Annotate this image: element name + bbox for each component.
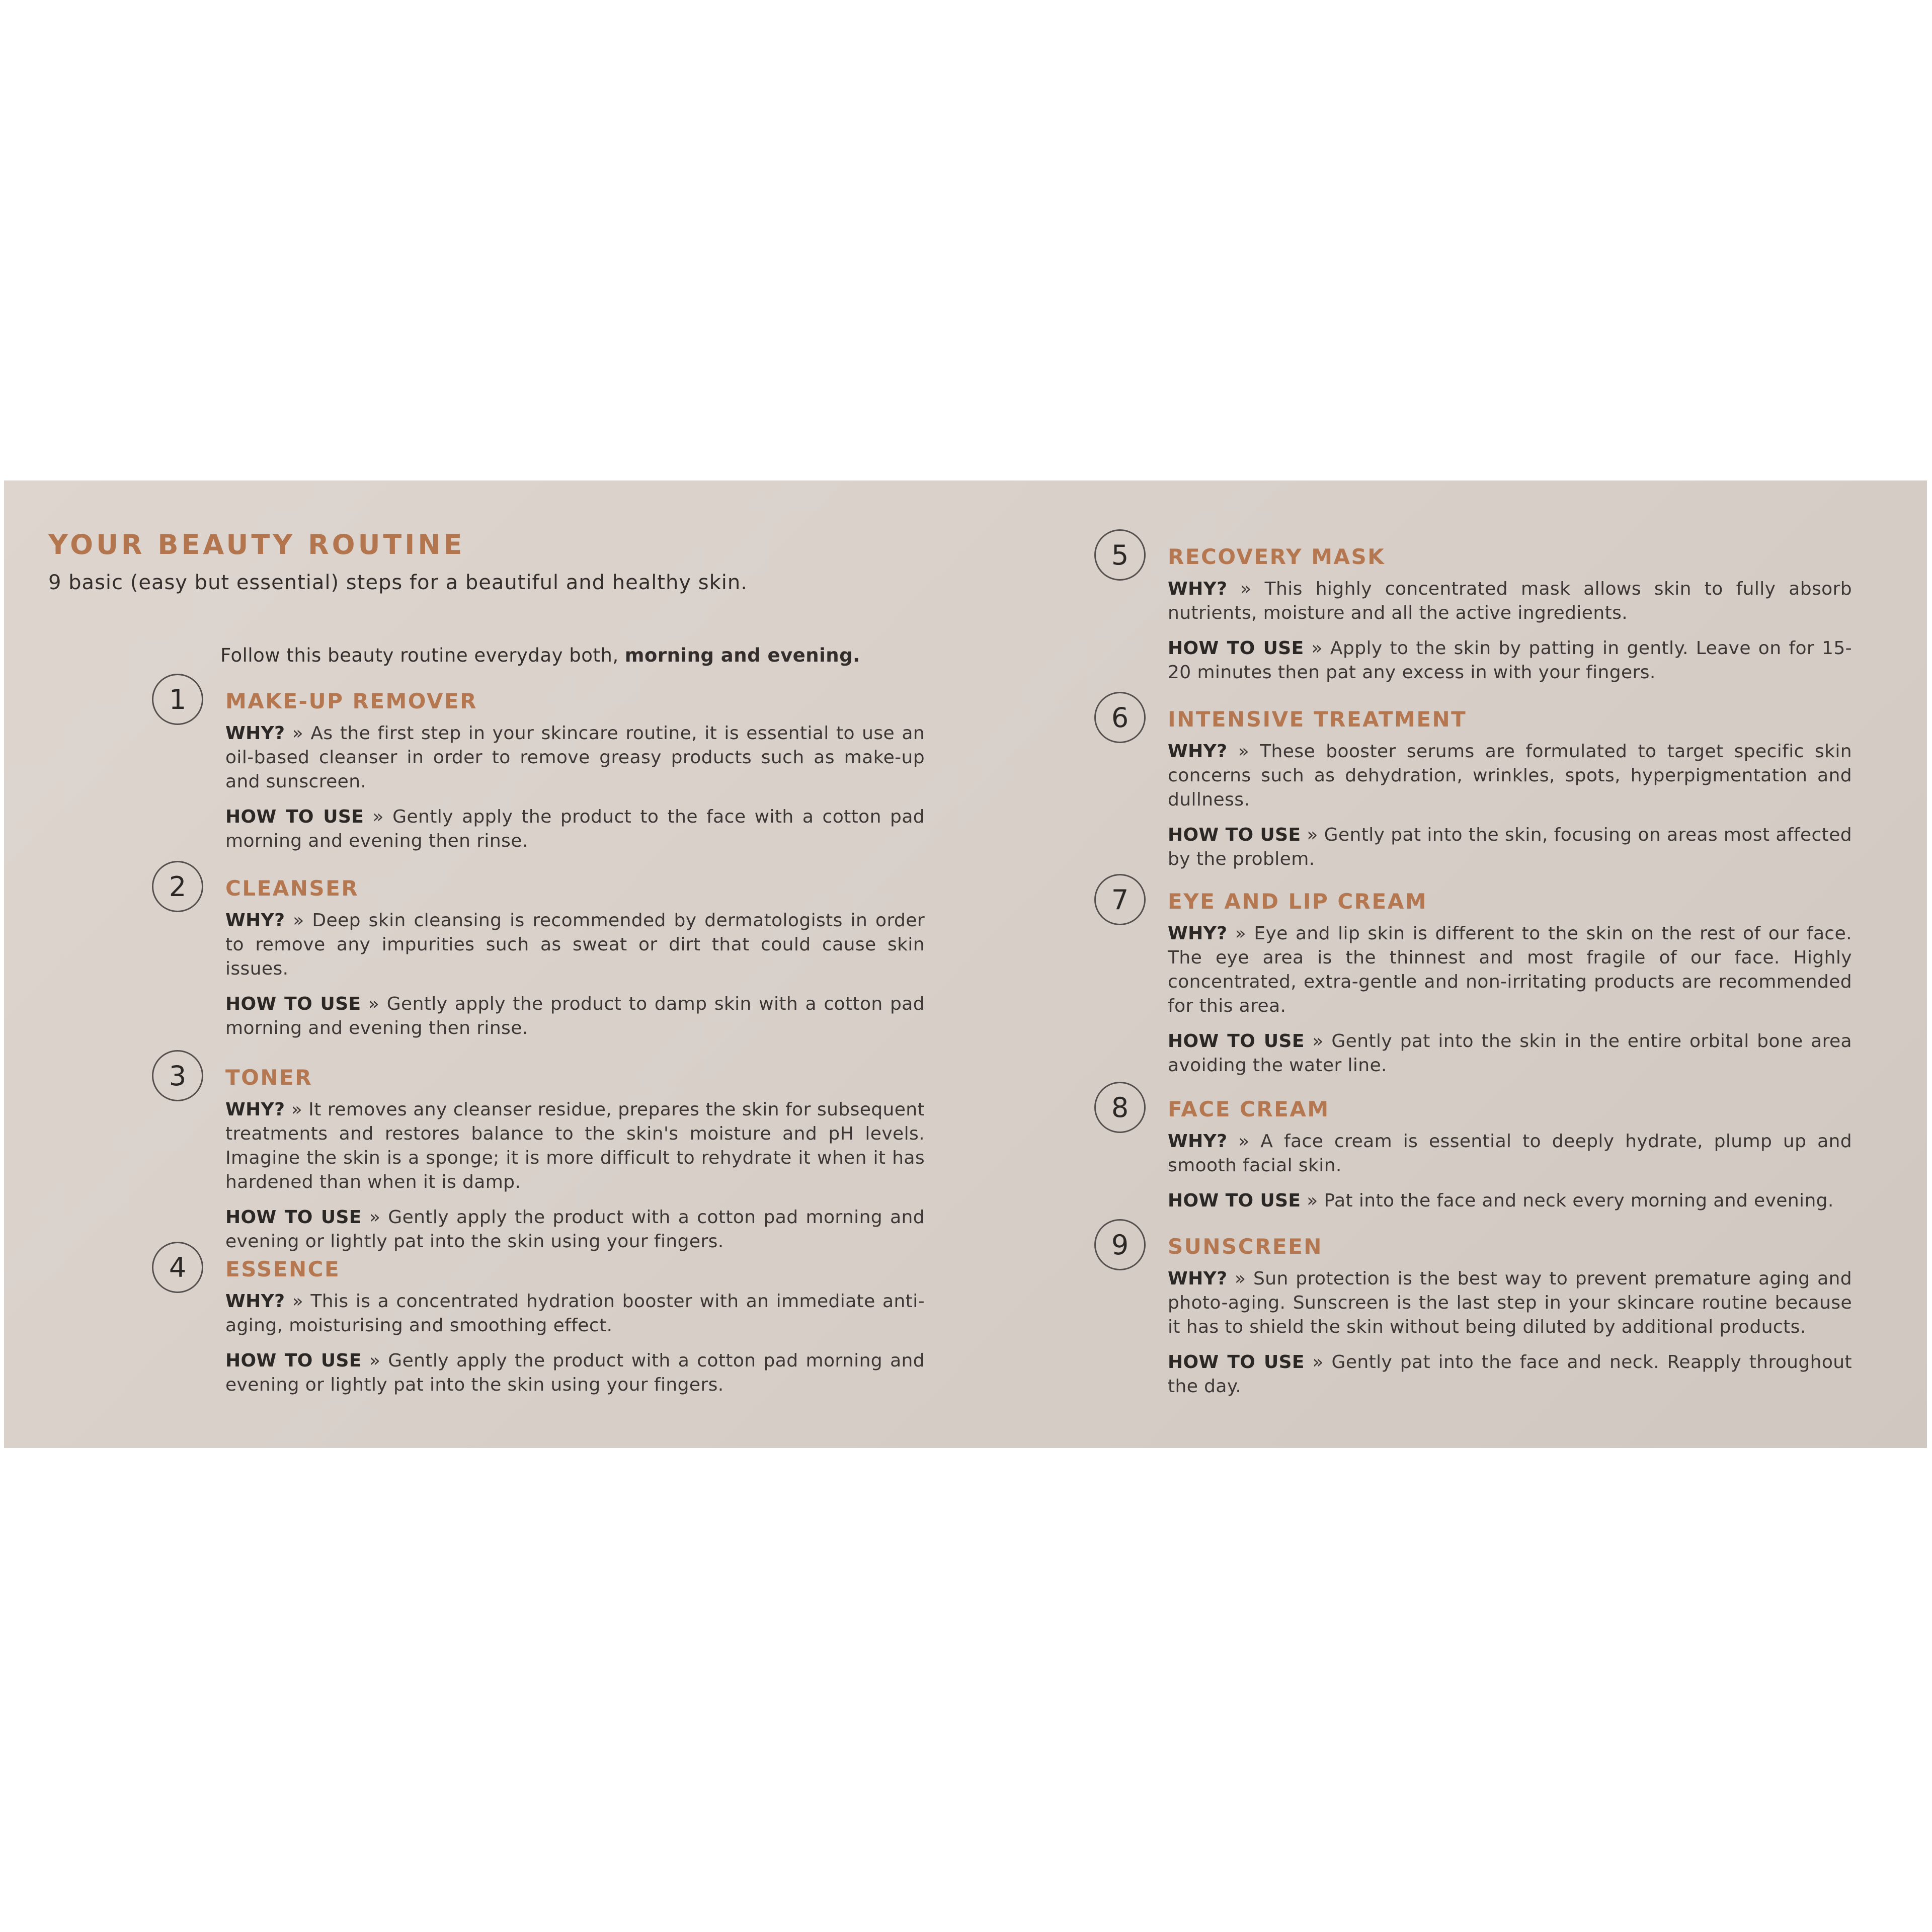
how-text: Pat into the face and neck every morning and evening. (1324, 1190, 1834, 1211)
step (152, 1050, 925, 1265)
beauty-routine-card (4, 480, 1927, 1448)
how-text: Gently apply the product with a cotton pad morning and evening or lightly pat into the skin using your fingers. (225, 1207, 925, 1252)
how-label: HOW TO USE (225, 994, 361, 1014)
why-paragraph (1168, 1130, 1852, 1178)
step-number: 4 (169, 1251, 187, 1283)
how-label: HOW TO USE (225, 1350, 362, 1371)
why-paragraph (1168, 922, 1852, 1018)
step-number-badge (1094, 874, 1146, 925)
step-number-badge (1094, 1219, 1146, 1270)
step-title: CLEANSER (225, 876, 359, 901)
step-number-badge (1094, 529, 1146, 581)
why-label: WHY? (225, 1099, 285, 1120)
how-label: HOW TO USE (225, 1207, 362, 1228)
step-number: 3 (169, 1060, 187, 1092)
step-body (1168, 1097, 1852, 1224)
step-number: 7 (1111, 883, 1129, 916)
guillemet-separator-icon: » (1234, 1268, 1246, 1289)
guillemet-separator-icon: » (1235, 923, 1247, 944)
guillemet-separator-icon: » (292, 1291, 304, 1312)
step-body (1168, 544, 1852, 696)
how-paragraph (1168, 1029, 1852, 1078)
how-label: HOW TO USE (1168, 1352, 1305, 1373)
how-paragraph (225, 805, 925, 853)
why-paragraph (225, 721, 925, 794)
why-label: WHY? (225, 723, 285, 744)
step-number-badge (152, 1050, 203, 1101)
guillemet-separator-icon: » (1240, 579, 1252, 599)
step-title: MAKE-UP REMOVER (225, 689, 477, 713)
why-paragraph (1168, 577, 1852, 625)
step-number-badge (152, 674, 203, 725)
step-number: 9 (1111, 1229, 1129, 1261)
step-title: INTENSIVE TREATMENT (1168, 707, 1467, 732)
step (1094, 529, 1852, 696)
how-text: Gently apply the product to the face with a cotton pad morning and evening then rinse. (225, 807, 925, 851)
step-title: TONER (225, 1065, 313, 1090)
step (152, 1242, 925, 1408)
how-label: HOW TO USE (1168, 825, 1301, 845)
guillemet-separator-icon: » (1238, 741, 1249, 762)
intro-note (220, 645, 860, 666)
step (1094, 692, 1852, 882)
why-text: These booster serums are formulated to target specific skin concerns such as dehydration, wrinkles, spots, hyperpigmentation and dullness. (1168, 741, 1853, 810)
step (152, 861, 925, 1052)
why-label: WHY? (1168, 1268, 1228, 1289)
step-body (1168, 1234, 1852, 1410)
step-body (225, 1257, 925, 1408)
step (1094, 874, 1852, 1089)
intro-text: Follow this beauty routine everyday both, (220, 645, 625, 666)
guillemet-separator-icon: » (372, 807, 384, 827)
step-number: 6 (1111, 701, 1129, 734)
why-label: WHY? (1168, 923, 1228, 944)
guillemet-separator-icon: » (1312, 1352, 1324, 1373)
why-paragraph (1168, 1267, 1852, 1339)
how-label: HOW TO USE (1168, 638, 1304, 659)
why-text: Deep skin cleansing is recommended by dermatologists in order to remove any impurities such as sweat or dirt that could cause skin issues. (225, 910, 925, 979)
why-text: As the first step in your skincare routine, it is essential to use an oil-based cleanser in order to remove greasy products such as make-up and sunscreen. (225, 723, 925, 792)
why-paragraph (225, 1098, 925, 1194)
step-title: FACE CREAM (1168, 1097, 1330, 1121)
guillemet-separator-icon: » (292, 723, 304, 744)
how-paragraph (1168, 636, 1852, 685)
step-number: 5 (1111, 539, 1129, 571)
step-number-badge (152, 861, 203, 912)
step-body (1168, 707, 1852, 882)
how-paragraph (225, 1349, 925, 1397)
why-text: Eye and lip skin is different to the skin on the rest of our face. The eye area is the thinnest and most fragile of our face. Highly concentrated, extra-gentle and non-irritating products are recommended for this area. (1168, 923, 1852, 1016)
why-label: WHY? (1168, 579, 1228, 599)
how-text: Gently pat into the face and neck. Reapply throughout the day. (1168, 1352, 1853, 1397)
how-text: Gently pat into the skin, focusing on areas most affected by the problem. (1168, 825, 1852, 869)
guillemet-separator-icon: » (293, 910, 304, 931)
step-number-badge (1094, 1082, 1146, 1133)
step-body (225, 876, 925, 1052)
how-label: HOW TO USE (225, 807, 364, 827)
how-text: Gently pat into the skin in the entire orbital bone area avoiding the water line. (1168, 1031, 1853, 1076)
step-number: 1 (169, 683, 187, 715)
step-title: SUNSCREEN (1168, 1234, 1323, 1259)
step-number: 8 (1111, 1091, 1129, 1123)
why-label: WHY? (1168, 741, 1228, 762)
step-number: 2 (169, 870, 187, 903)
step-body (225, 689, 925, 864)
why-label: WHY? (225, 1291, 285, 1312)
step (1094, 1219, 1852, 1410)
step-body (1168, 889, 1852, 1089)
guillemet-separator-icon: » (1307, 825, 1318, 845)
guillemet-separator-icon: » (368, 994, 380, 1014)
how-paragraph (1168, 823, 1852, 871)
how-paragraph (1168, 1350, 1852, 1399)
step-body (225, 1065, 925, 1265)
how-label: HOW TO USE (1168, 1190, 1301, 1211)
step-number-badge (1094, 692, 1146, 743)
guillemet-separator-icon: » (1311, 638, 1323, 659)
how-text: Apply to the skin by patting in gently. Leave on for 15-20 minutes then pat any excess in with your fingers. (1168, 638, 1853, 683)
why-paragraph (225, 1290, 925, 1338)
why-paragraph (225, 909, 925, 981)
step (152, 674, 925, 864)
step-number-badge (152, 1242, 203, 1293)
why-paragraph (1168, 740, 1852, 812)
why-text: A face cream is essential to deeply hydrate, plump up and smooth facial skin. (1168, 1131, 1853, 1176)
guillemet-separator-icon: » (1238, 1131, 1250, 1152)
why-text: This highly concentrated mask allows skin to fully absorb nutrients, moisture and all the active ingredients. (1168, 579, 1853, 623)
how-text: Gently apply the product to damp skin with a cotton pad morning and evening then rinse. (225, 994, 925, 1038)
guillemet-separator-icon: » (1312, 1031, 1324, 1052)
guillemet-separator-icon: » (291, 1099, 302, 1120)
guillemet-separator-icon: » (1307, 1190, 1318, 1211)
how-paragraph (225, 992, 925, 1040)
why-label: WHY? (1168, 1131, 1228, 1152)
why-text: Sun protection is the best way to prevent premature aging and photo-aging. Sunscreen is the last step in your skincare routine because it has to shield the skin without being diluted by additional products. (1168, 1268, 1853, 1337)
how-paragraph (1168, 1189, 1852, 1213)
how-label: HOW TO USE (1168, 1031, 1305, 1052)
why-text: It removes any cleanser residue, prepares the skin for subsequent treatments and restores balance to the skin's moisture and pH levels. Imagine the skin is a sponge; it is more difficult to rehydrate it when it has hardened than when it is damp. (225, 1099, 925, 1192)
step-title: RECOVERY MASK (1168, 544, 1386, 569)
step (1094, 1082, 1852, 1224)
step-title: EYE AND LIP CREAM (1168, 889, 1428, 914)
step-title: ESSENCE (225, 1257, 341, 1281)
guillemet-separator-icon: » (369, 1207, 381, 1228)
how-text: Gently apply the product with a cotton pad morning and evening or lightly pat into the skin using your fingers. (225, 1350, 925, 1395)
why-label: WHY? (225, 910, 285, 931)
guillemet-separator-icon: » (369, 1350, 381, 1371)
page-title: YOUR BEAUTY ROUTINE (48, 529, 465, 560)
intro-emphasis: morning and evening. (624, 645, 860, 666)
page-subtitle: 9 basic (easy but essential) steps for a beautiful and healthy skin. (48, 571, 748, 594)
why-text: This is a concentrated hydration booster with an immediate anti-aging, moisturising and smoothing effect. (225, 1291, 925, 1336)
